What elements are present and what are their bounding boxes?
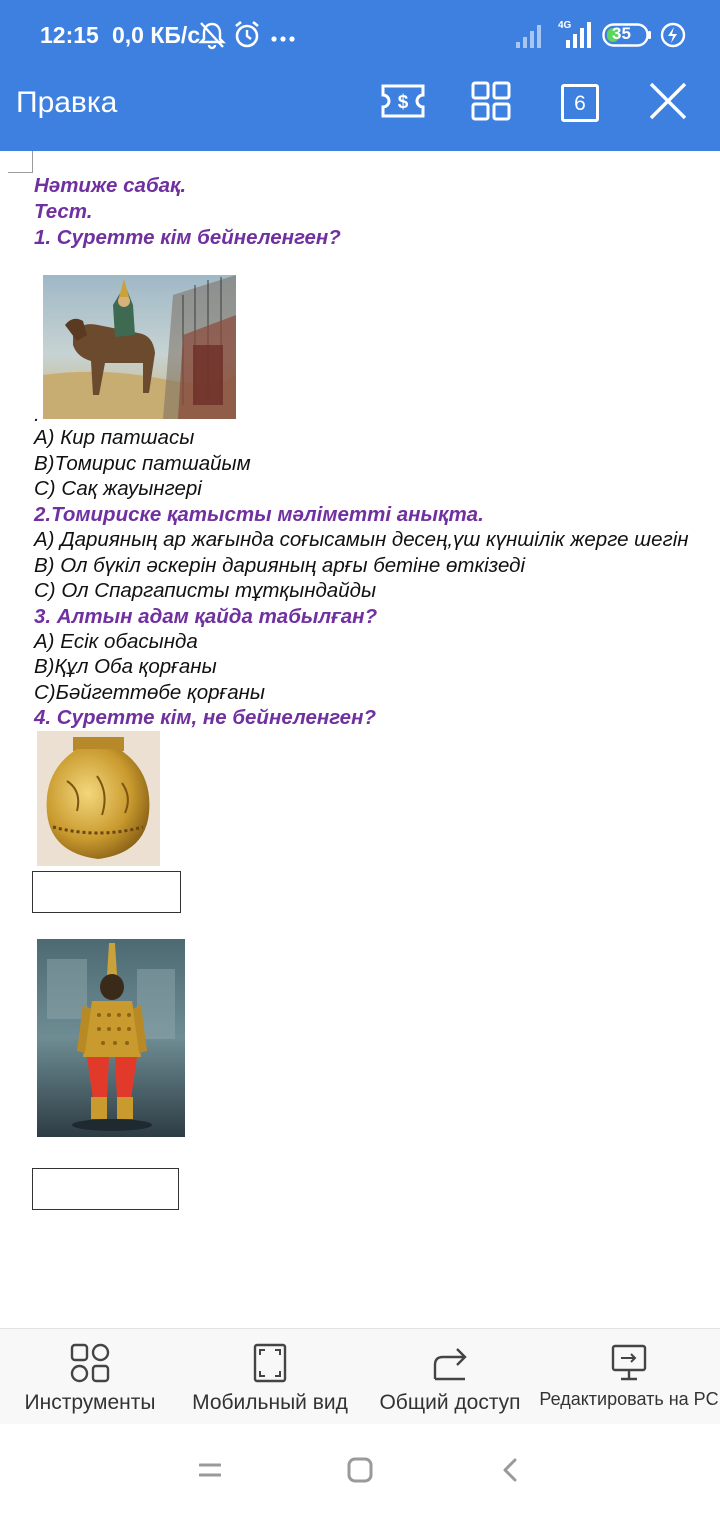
q2-option-a: А) Дарияның ар жағында соғысамын десең,үш күншілік жерге шегін: [34, 528, 689, 551]
share-button[interactable]: [372, 1329, 528, 1425]
menu-button[interactable]: [190, 1454, 230, 1490]
back-button[interactable]: [490, 1454, 530, 1490]
home-icon: [347, 1457, 373, 1488]
home-button[interactable]: [340, 1454, 380, 1490]
signal-4g-icon: [556, 18, 594, 53]
svg-text:$: $: [397, 91, 409, 113]
golden-vessel-image: [37, 731, 160, 866]
q2-option-c: С) Ол Спаргаписты тұтқындайды: [34, 579, 377, 602]
document-page[interactable]: [0, 151, 720, 1328]
menu-icon: [199, 1462, 221, 1483]
page-count-icon: [561, 84, 599, 122]
page-count-button[interactable]: [555, 80, 605, 126]
tools-button[interactable]: [10, 1329, 170, 1425]
ticket-dollar-icon: [380, 82, 426, 125]
share-label: Общий доступ: [379, 1391, 521, 1414]
mobile-view-button[interactable]: [180, 1329, 360, 1425]
navigation-bar: [0, 1424, 720, 1520]
golden-man-image: [37, 939, 185, 1137]
warrior-on-horse-image: [43, 275, 236, 419]
mobile-view-label: Мобильный вид: [192, 1391, 348, 1414]
edit-on-pc-label: Редактировать на PC: [539, 1389, 719, 1409]
q1-option-a: А) Кир патшасы: [34, 426, 195, 449]
bottom-toolbar: [0, 1328, 720, 1424]
page-corner-mark: [8, 151, 33, 173]
charging-icon: [660, 22, 686, 53]
q2-option-b: В) Ол бүкіл әскерін дарияның арғы бетіне өткізеді: [34, 554, 526, 577]
q3-option-c: С)Бәйгеттөбе қорғаны: [34, 681, 266, 704]
question-3: 3. Алтын адам қайда табылған?: [34, 605, 378, 628]
signal-icon: [516, 24, 544, 53]
question-2: 2.Томириске қатысты мәліметті анықта.: [34, 503, 484, 526]
q3-option-b: В)Құл Оба қорғаны: [34, 655, 217, 678]
edit-on-pc-button[interactable]: [540, 1329, 718, 1425]
top-bar: [0, 0, 720, 151]
question-1: 1. Суретте кім бейнеленген?: [34, 226, 341, 249]
mobile-view-icon: [253, 1341, 287, 1385]
page-count-value: 6: [574, 92, 586, 115]
ticket-dollar-button[interactable]: [378, 80, 428, 126]
share-icon: [429, 1341, 471, 1385]
battery-level: 35: [612, 24, 631, 43]
grid-icon: [471, 81, 511, 126]
q4-answer-box-2[interactable]: [32, 1168, 179, 1210]
tools-label: Инструменты: [24, 1391, 156, 1414]
question-4: 4. Суретте кім, не бейнеленген?: [34, 706, 376, 729]
q3-option-a: А) Есік обасында: [34, 630, 198, 653]
q1-option-b: В)Томирис патшайым: [34, 452, 251, 475]
alarm-icon: [232, 20, 262, 55]
mute-bell-icon: [198, 20, 226, 55]
status-time: 12:15: [40, 22, 99, 48]
more-dots-icon: [270, 30, 296, 48]
test-heading: Тест.: [34, 200, 93, 223]
q4-answer-box-1[interactable]: [32, 871, 181, 913]
q1-option-c: С) Сақ жауынгері: [34, 477, 202, 500]
close-icon: [648, 81, 688, 126]
battery-icon: [602, 23, 652, 52]
stray-dot-text: .: [34, 403, 40, 426]
app-title: Правка: [16, 86, 118, 119]
status-network-speed: 0,0 КБ/с: [112, 22, 201, 48]
lesson-title: Нәтиже сабақ.: [34, 174, 187, 197]
tools-grid-icon: [70, 1341, 110, 1385]
back-icon: [502, 1458, 518, 1487]
close-button[interactable]: [643, 80, 693, 126]
edit-on-pc-icon: [609, 1341, 649, 1385]
grid-view-button[interactable]: [466, 80, 516, 126]
network-type-label: 4G: [558, 20, 572, 31]
status-bar: [0, 0, 720, 70]
